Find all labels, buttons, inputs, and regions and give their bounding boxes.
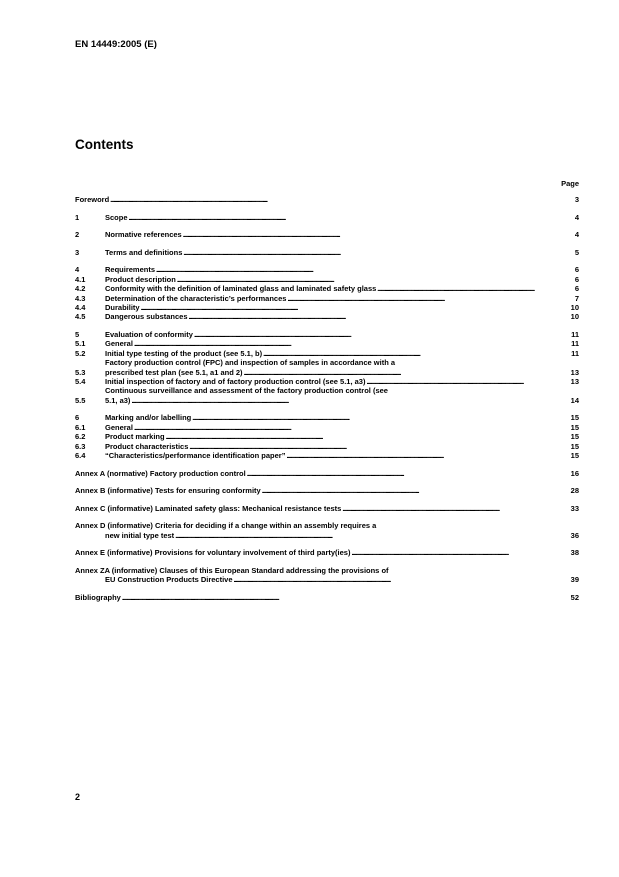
toc-entry-number: 5.5	[75, 395, 86, 405]
toc-entry-page: 11	[571, 339, 579, 349]
toc-entry-title: Conformity with the definition of laminated glass and laminated safety glass	[105, 284, 377, 294]
toc-entry-title: General	[105, 339, 133, 349]
toc-entry-page: 4	[574, 230, 579, 240]
toc-entry-title: Product marking	[105, 432, 165, 442]
dot-leader	[342, 504, 569, 513]
toc-entry[interactable]	[75, 486, 579, 495]
toc-entry[interactable]	[75, 413, 579, 422]
toc-entry-page: 15	[570, 441, 579, 451]
toc-entry[interactable]	[75, 230, 579, 239]
toc-entry-page: 14	[570, 395, 579, 405]
toc-entry[interactable]	[75, 265, 579, 274]
toc-entry-title-continuation: new initial type test	[105, 530, 175, 540]
toc-entry-number: 4.1	[75, 274, 86, 284]
toc-entry-number: 4	[75, 265, 80, 275]
dot-leader	[189, 442, 569, 451]
dot-leader	[244, 368, 570, 377]
toc-entry-title: Annex C (informative) Laminated safety glass: Mechanical resistance tests	[75, 503, 342, 513]
toc-entry-number: 5.3	[75, 367, 86, 377]
dot-leader	[351, 548, 569, 557]
toc-entry-title: Marking and/or labelling	[105, 413, 192, 423]
page-title: Contents	[75, 137, 134, 152]
dot-leader	[194, 330, 570, 339]
dot-leader	[189, 312, 570, 321]
toc-entry-title: Terms and definitions	[105, 247, 183, 257]
dot-leader	[366, 377, 569, 386]
toc-entry-page: 28	[570, 486, 579, 496]
toc-entry-number: 4.3	[75, 293, 86, 303]
toc-entry[interactable]	[75, 275, 579, 284]
toc-entry[interactable]	[75, 294, 579, 303]
toc-entry[interactable]	[75, 451, 579, 460]
toc-entry[interactable]	[75, 377, 579, 386]
dot-leader	[234, 575, 570, 584]
toc-entry-title: Continuous surveillance and assessment of the factory production control (see	[105, 386, 388, 396]
toc-entry-title: Dangerous substances	[105, 312, 188, 322]
toc-entry-page: 11	[571, 348, 579, 358]
toc-entry-title: Bibliography	[75, 593, 121, 603]
toc-entry-number: 6.1	[75, 422, 86, 432]
toc-entry-title: General	[105, 422, 133, 432]
toc-entry[interactable]	[75, 548, 579, 557]
dot-leader	[166, 432, 570, 441]
toc-entry-title: Annex B (informative) Tests for ensuring conformity	[75, 486, 261, 496]
toc-entry-page: 15	[570, 432, 579, 442]
toc-entry-title: Product description	[105, 274, 176, 284]
toc-entry[interactable]	[75, 213, 579, 222]
toc-entry-number: 3	[75, 247, 80, 257]
dot-leader	[183, 230, 574, 239]
toc-entry-number: 5.1	[75, 339, 86, 349]
dot-leader	[134, 339, 570, 348]
toc-entry[interactable]	[75, 593, 579, 602]
dot-leader	[141, 303, 570, 312]
toc-entry-number: 2	[75, 230, 80, 240]
toc-entry-number: 5.4	[75, 377, 86, 387]
toc-entry-title-continuation: 5.1, a3)	[105, 395, 131, 405]
toc-entry-title: Initial type testing of the product (see 5.1, b)	[105, 348, 263, 358]
toc-entry[interactable]	[75, 521, 579, 540]
toc-entry-number: 6.3	[75, 441, 86, 451]
toc-entry-title-continuation: prescribed test plan (see 5.1, a1 and 2)	[105, 367, 243, 377]
toc-entry[interactable]	[75, 303, 579, 312]
toc-entry-page: 13	[570, 367, 579, 377]
toc-entry-page: 6	[574, 265, 579, 275]
toc-entry-page: 38	[570, 548, 579, 558]
toc-entry-page: 39	[570, 575, 579, 585]
toc-entry-title: Determination of the characteristic’s performances	[105, 293, 287, 303]
toc-entry-page: 6	[574, 274, 579, 284]
toc-entry-number: 4.2	[75, 284, 86, 294]
toc-entry[interactable]	[75, 358, 579, 377]
dot-leader	[177, 275, 574, 284]
toc-entry[interactable]	[75, 423, 579, 432]
toc-entry[interactable]	[75, 566, 579, 585]
dot-leader	[262, 486, 570, 495]
dot-leader	[129, 213, 574, 222]
toc-entry[interactable]	[75, 330, 579, 339]
toc-entry[interactable]	[75, 349, 579, 358]
toc-entry-page: 6	[574, 284, 579, 294]
toc-entry-title: Annex D (informative) Criteria for deciding if a change within an assembly requires a	[75, 521, 377, 531]
toc-entry-page: 13	[570, 377, 579, 387]
toc-entry-number: 5.2	[75, 348, 86, 358]
toc-entry-page: 4	[574, 212, 579, 222]
dot-leader	[192, 413, 569, 422]
toc-entry[interactable]	[75, 312, 579, 321]
toc-entry-title: Foreword	[75, 195, 110, 204]
toc-entry[interactable]	[75, 442, 579, 451]
toc-entry-number: 1	[75, 212, 80, 222]
toc-entry-page: 3	[574, 195, 579, 204]
toc-entry-title: Normative references	[105, 230, 182, 240]
dot-leader	[156, 265, 574, 274]
toc-entry-number: 4.4	[75, 303, 86, 312]
dot-leader	[263, 349, 570, 358]
toc-entry-title: Annex A (normative) Factory production control	[75, 468, 246, 478]
toc-entry-title-continuation: EU Construction Products Directive	[105, 575, 233, 585]
dot-leader	[110, 195, 574, 204]
toc-entry-page: 33	[570, 503, 579, 513]
dot-leader	[247, 469, 570, 478]
toc-entry-title: Product characteristics	[105, 441, 189, 451]
toc-entry-title: Initial inspection of factory and of factory production control (see 5.1, a3)	[105, 377, 366, 387]
toc-entry-number: 6	[75, 413, 80, 423]
toc-entry-page: 36	[570, 530, 579, 540]
dot-leader	[131, 396, 569, 405]
toc-entry-number: 4.5	[75, 312, 86, 322]
toc-entry-number: 6.2	[75, 432, 86, 442]
document-header: EN 14449:2005 (E)	[75, 39, 157, 50]
toc-entry[interactable]	[75, 284, 579, 293]
toc-entry[interactable]	[75, 432, 579, 441]
toc-entry-title: Annex E (informative) Provisions for voluntary involvement of third party(ies)	[75, 548, 351, 558]
toc-entry-page: 10	[570, 312, 579, 322]
toc-entry-page: 16	[570, 468, 579, 478]
toc-entry-page: 5	[574, 247, 579, 257]
page-column-label: Page	[561, 179, 579, 188]
toc-entry-title: Scope	[105, 212, 128, 222]
toc-entry-page: 15	[570, 413, 579, 423]
page-number: 2	[75, 792, 81, 802]
toc-entry-title: Durability	[105, 303, 140, 312]
toc-entry-page: 15	[570, 451, 579, 461]
toc-entry-title: Requirements	[105, 265, 156, 275]
toc-entry-title: “Characteristics/performance identification paper”	[105, 451, 286, 461]
dot-leader	[377, 284, 574, 293]
toc-entry-number: 6.4	[75, 451, 86, 461]
toc-entry-page: 52	[570, 593, 579, 603]
toc-entry[interactable]	[75, 469, 579, 478]
dot-leader	[287, 294, 573, 303]
toc-entry[interactable]	[75, 195, 579, 204]
toc-entry-number: 5	[75, 330, 80, 339]
toc-entry[interactable]	[75, 248, 579, 257]
toc-entry[interactable]	[75, 339, 579, 348]
toc-entry-page: 11	[571, 330, 579, 339]
dot-leader	[286, 451, 569, 460]
table-of-contents	[75, 195, 579, 602]
dot-leader	[183, 248, 573, 257]
toc-entry-title: Factory production control (FPC) and inspection of samples in accordance with a	[105, 358, 396, 368]
toc-entry[interactable]	[75, 504, 579, 513]
toc-entry-title: Annex ZA (informative) Clauses of this European Standard addressing the provisions of	[75, 566, 389, 576]
dot-leader	[175, 531, 569, 540]
toc-entry-page: 10	[570, 303, 579, 312]
toc-entry-page: 7	[574, 293, 579, 303]
toc-entry[interactable]	[75, 386, 579, 405]
toc-entry-page: 15	[570, 422, 579, 432]
dot-leader	[134, 423, 570, 432]
toc-entry-title: Evaluation of conformity	[105, 330, 193, 339]
dot-leader	[122, 593, 570, 602]
